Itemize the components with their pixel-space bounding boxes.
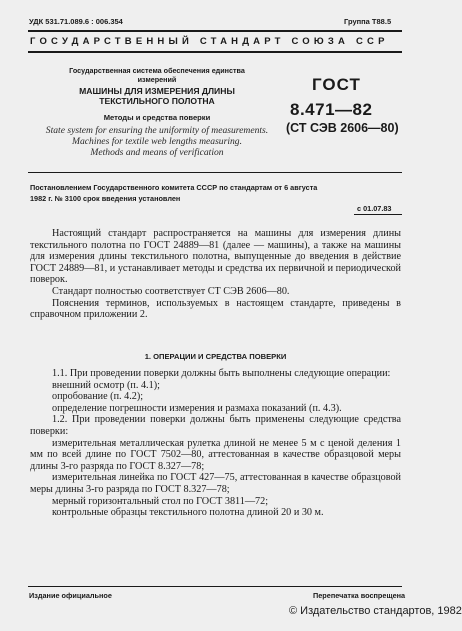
footer-rule xyxy=(28,586,402,587)
english-title-line3: Methods and means of verification xyxy=(90,147,224,158)
intro-block xyxy=(30,228,401,321)
clause-1-2: 1.2. При проведении поверки должны быть применены следующие средства поверки: xyxy=(30,414,401,437)
operation-item: определение погрешности измерения и размаха показаний (п. 4.3). xyxy=(52,402,342,414)
copyright-notice: © Издательство стандартов, 1982 xyxy=(289,605,462,617)
operation-item: опробование (п. 4.2); xyxy=(52,391,144,403)
udk-code: УДК 531.71.089.6 : 006.354 xyxy=(29,17,123,26)
st-sev-number: (СТ СЭВ 2606—80) xyxy=(286,121,399,135)
english-title-line1: State system for ensuring the uniformity of measurements. xyxy=(45,125,269,136)
effective-date: с 01.07.83 xyxy=(357,204,392,213)
means-item: измерительная линейка по ГОСТ 427—75, аттестованная в качестве образцовой меры длины 3-го разряда по ГОСТ 8.327—78; xyxy=(30,472,401,495)
intro-paragraph: Настоящий стандарт распространяется на машины для измерения длины текстильного полотна по ГОСТ 24889—81 (далее — машины), а также на машины для измерения длины текстильного полотна, выпущенные до введения в действие ГОСТ 24889—81, и устанавливает методы и средства их первичной и периодической поверок. xyxy=(30,228,401,286)
english-title-line2: Machines for textile web lengths measuring. xyxy=(72,136,242,147)
gost-label: ГОСТ xyxy=(312,75,361,94)
operation-item: внешний осмотр (п. 4.1); xyxy=(52,379,160,391)
conformity-paragraph: Стандарт полностью соответствует СТ СЭВ 2606—80. xyxy=(52,285,290,297)
top-rule xyxy=(28,30,402,32)
system-title-line2: измерений xyxy=(137,75,177,84)
system-title-line1: Государственная система обеспечения единства xyxy=(69,66,245,75)
official-edition-label: Издание официальное xyxy=(29,591,112,600)
standard-name-line2: ТЕКСТИЛЬНОГО ПОЛОТНА xyxy=(99,96,215,106)
reprint-notice: Перепечатка воспрещена xyxy=(313,591,406,600)
methods-subtitle: Методы и средства поверки xyxy=(103,113,211,122)
date-underline xyxy=(354,214,402,215)
means-item: контрольные образцы текстильного полотна длиной 20 и 30 м. xyxy=(52,507,324,519)
header-rule xyxy=(28,51,402,53)
standard-name-line1: МАШИНЫ ДЛЯ ИЗМЕРЕНИЯ ДЛИНЫ xyxy=(79,86,235,96)
title-rule xyxy=(28,172,402,173)
decree-line2: 1982 г. № 3100 срок введения установлен xyxy=(30,194,181,203)
means-item: мерный горизонтальный стол по ГОСТ 3811—72; xyxy=(52,495,269,507)
explanation-paragraph: Пояснения терминов, используемых в настоящем стандарте, приведены в справочном приложении 2. xyxy=(30,297,401,321)
means-item: измерительная металлическая рулетка длиной не менее 5 м с ценой деления 1 мм по всей длине по ГОСТ 7502—80, аттестованная в качестве образцовой меры длины 3-го разряда по ГОСТ 8.327—78; xyxy=(30,437,401,472)
group-code: Группа Т88.5 xyxy=(344,17,392,26)
gost-number: 8.471—82 xyxy=(290,100,373,119)
section-title: 1. ОПЕРАЦИИ И СРЕДСТВА ПОВЕРКИ xyxy=(144,352,287,361)
decree-line1: Постановлением Государственного комитета СССР по стандартам от 6 августа xyxy=(30,183,318,192)
standard-header: ГОСУДАРСТВЕННЫЙ СТАНДАРТ СОЮЗА ССР xyxy=(30,36,389,47)
section-body xyxy=(30,368,401,519)
clause-1-1: 1.1. При проведении поверки должны быть выполнены следующие операции: xyxy=(52,368,391,379)
